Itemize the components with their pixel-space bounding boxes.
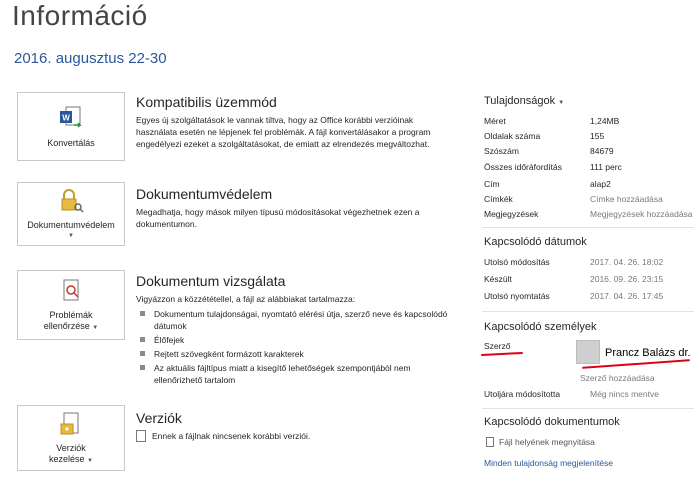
inspect-title: Dokumentum vizsgálata	[136, 273, 286, 289]
document-icon	[486, 437, 494, 447]
document-name: 2016. augusztus 22-30	[14, 50, 167, 67]
prop-label: Cím	[484, 179, 500, 189]
prop-value: 155	[590, 131, 605, 141]
list-item: Rejtett szövegként formázott karakterek	[136, 348, 456, 360]
inspect-intro: Vigyázzon a közzététellel, a fájl az alábbiakat tartalmazza:	[136, 294, 356, 304]
chevron-down-icon: ▼	[87, 458, 93, 464]
author-label: Szerző	[484, 341, 511, 351]
prop-row-tags[interactable]	[484, 194, 700, 207]
lock-key-icon	[56, 186, 86, 216]
versions-title: Verziók	[136, 410, 182, 426]
properties-dropdown[interactable]	[484, 95, 564, 107]
page-title: Információ	[12, 0, 148, 31]
date-value: 2017. 04. 26. 17:45	[590, 291, 664, 301]
no-versions-text: Ennek a fájlnak nincsenek korábbi verziói.	[152, 431, 311, 441]
document-icon	[136, 430, 146, 442]
check-issues-label-1: Problémák	[49, 310, 93, 320]
prop-row-size	[484, 116, 700, 129]
protect-document-button[interactable]	[17, 182, 125, 246]
manage-versions-label-2-text: kezelése	[49, 454, 85, 464]
date-row-created	[484, 274, 700, 287]
inspect-list	[136, 308, 456, 386]
versions-icon	[56, 409, 86, 439]
prop-label: Szószám	[484, 146, 519, 156]
prop-value: alap2	[590, 179, 611, 189]
compatibility-text: Egyes új szolgáltatások le vannak tiltva, hogy az Office korábbi verzióinak használata esetén ne lépjenek fel problémák. A fájl konvertálásakor a program engedélyezi ezeket a szolgáltatásokat, de emiatt az elrendezés megváltozhat.	[136, 115, 431, 149]
check-issues-label-2-text: ellenőrzése	[43, 321, 90, 331]
divider	[482, 227, 694, 228]
protect-document-label: Dokumentumvédelem	[27, 220, 115, 230]
avatar	[576, 340, 600, 364]
protect-title: Dokumentumvédelem	[136, 186, 273, 202]
prop-row-comments[interactable]	[484, 209, 700, 222]
manage-versions-label-2	[49, 454, 93, 467]
manage-versions-label-1: Verziók	[56, 443, 86, 453]
date-label: Utolsó nyomtatás	[484, 291, 550, 301]
prop-label: Megjegyzések	[484, 209, 539, 219]
convert-button-label: Konvertálás	[47, 138, 95, 148]
last-modified-label: Utoljára módosította	[484, 389, 561, 399]
inspect-section	[136, 273, 456, 388]
no-versions-row	[136, 430, 456, 442]
documents-heading: Kapcsolódó dokumentumok	[484, 416, 620, 428]
open-file-location-label: Fájl helyének megnyitása	[499, 437, 595, 447]
chevron-down-icon: ▼	[92, 325, 99, 331]
date-label: Utolsó módosítás	[484, 257, 550, 267]
properties-pane	[474, 0, 700, 478]
protect-section	[136, 186, 456, 230]
list-item: Dokumentum tulajdonságai, nyomtató elérési útja, szerző neve és kapcsolódó dátumok	[136, 308, 456, 332]
inspect-document-icon	[56, 276, 86, 306]
prop-value: 1,24MB	[590, 116, 620, 126]
date-value: 2017. 04. 26. 18:02	[590, 257, 664, 267]
show-all-properties-link[interactable]: Minden tulajdonság megjelenítése	[484, 458, 614, 468]
svg-text:W: W	[62, 113, 70, 123]
prop-label: Címkék	[484, 194, 513, 204]
versions-section	[136, 410, 456, 442]
chevron-down-icon: ▼	[558, 100, 565, 106]
add-author-link[interactable]: Szerző hozzáadása	[580, 373, 655, 383]
prop-value: 84679	[590, 146, 614, 156]
compatibility-title: Kompatibilis üzemmód	[136, 94, 277, 110]
date-row-printed	[484, 291, 700, 304]
dates-heading: Kapcsolódó dátumok	[484, 236, 587, 248]
compatibility-section	[136, 94, 456, 150]
prop-row-words	[484, 146, 700, 159]
last-modified-row	[484, 389, 700, 402]
prop-value: 111 perc	[590, 162, 622, 172]
check-issues-button[interactable]	[17, 270, 125, 340]
add-comments-field[interactable]: Megjegyzések hozzáadása	[590, 209, 693, 219]
properties-heading: Tulajdonságok	[484, 95, 556, 107]
prop-label: Összes időráfordítás	[484, 162, 562, 172]
last-modified-value: Még nincs mentve	[590, 389, 659, 399]
list-item: Élőfejek	[136, 334, 456, 346]
date-value: 2016. 09. 26. 23:15	[590, 274, 664, 284]
check-issues-label-2	[44, 321, 99, 334]
prop-label: Méret	[484, 116, 506, 126]
prop-row-pages	[484, 131, 700, 144]
people-heading: Kapcsolódó személyek	[484, 321, 597, 333]
chevron-down-icon: ▼	[68, 233, 74, 239]
add-tag-field[interactable]: Címke hozzáadása	[590, 194, 663, 204]
protect-text: Megadhatja, hogy mások milyen típusú módosításokat végezhetnek ezen a dokumentumon.	[136, 207, 420, 229]
prop-label: Oldalak száma	[484, 131, 541, 141]
divider	[482, 311, 694, 312]
date-row-modified	[484, 257, 700, 270]
prop-row-title[interactable]	[484, 179, 700, 192]
open-file-location-link[interactable]	[486, 437, 595, 447]
prop-row-editing-time	[484, 162, 700, 175]
convert-button[interactable]	[17, 92, 125, 161]
divider	[482, 408, 694, 409]
author-name[interactable]: Prancz Balázs dr.	[605, 347, 691, 359]
word-convert-icon	[56, 104, 86, 134]
list-item: Az aktuális fájltípus miatt a kisegítő lehetőségek szempontjából nem ellenőrizhető tartalom	[136, 362, 456, 386]
date-label: Készült	[484, 274, 512, 284]
manage-versions-button[interactable]	[17, 405, 125, 471]
